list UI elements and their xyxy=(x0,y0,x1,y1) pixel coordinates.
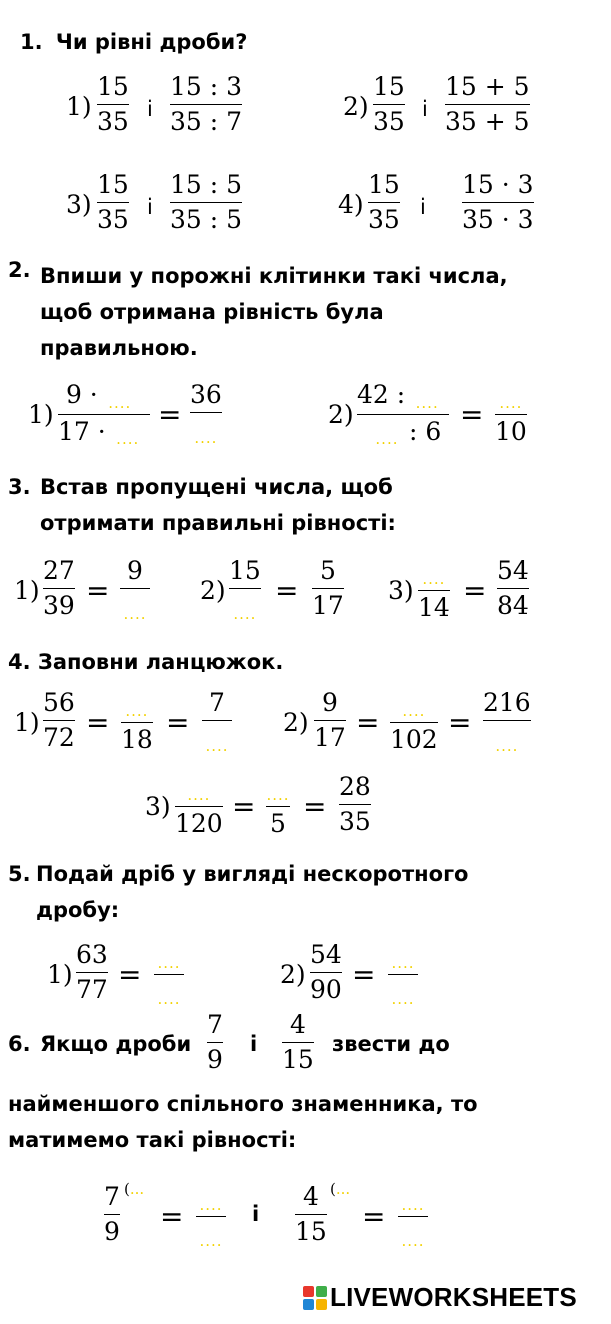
numerator-text: 42 : xyxy=(357,380,406,409)
equals-sign: = xyxy=(356,706,380,739)
equals-sign: = xyxy=(86,574,110,607)
task-2-text xyxy=(40,258,508,366)
fraction-bar xyxy=(312,588,344,589)
fraction xyxy=(295,1182,327,1247)
denominator: 9 xyxy=(104,1217,120,1247)
task-6-text xyxy=(8,1086,478,1158)
task-line: Впиши у порожні клітинки такі числа, xyxy=(40,264,508,288)
numerator: 15 xyxy=(97,170,129,199)
answer-blank[interactable] xyxy=(202,725,232,755)
task-number: 4. xyxy=(8,650,31,674)
fraction xyxy=(483,688,531,755)
numerator xyxy=(266,772,290,804)
fraction xyxy=(104,1182,120,1247)
task-line: Встав пропущені числа, щоб xyxy=(40,475,393,499)
fraction xyxy=(229,556,261,623)
numerator xyxy=(196,1182,226,1214)
answer-blank[interactable] xyxy=(388,978,418,1008)
numerator: 216 xyxy=(483,688,531,717)
and-word: і xyxy=(147,97,153,121)
answer-blank[interactable] xyxy=(405,382,449,412)
multiplier-superscript xyxy=(124,1180,144,1198)
task-3-text xyxy=(40,469,396,541)
denominator xyxy=(492,723,522,755)
numerator: 15 xyxy=(368,170,400,199)
numerator: 15 + 5 xyxy=(445,72,530,101)
fraction xyxy=(357,380,449,448)
denominator: 35 xyxy=(368,205,400,235)
logo-square xyxy=(316,1299,327,1310)
numerator: 4 xyxy=(302,1182,319,1211)
fraction xyxy=(388,940,418,1008)
answer-blank[interactable] xyxy=(122,690,152,720)
answer-blank[interactable] xyxy=(154,942,184,972)
equals-sign: = xyxy=(158,398,182,431)
denominator: 84 xyxy=(497,591,529,621)
task-line: щоб отримана рівність була xyxy=(40,300,384,324)
fraction-bar xyxy=(282,1042,314,1043)
numerator: 63 xyxy=(76,940,108,969)
numerator xyxy=(496,380,526,412)
fraction xyxy=(312,556,344,621)
multiplier-blank[interactable]: ... xyxy=(335,1180,351,1198)
fraction xyxy=(373,72,405,137)
answer-blank[interactable] xyxy=(266,774,290,804)
denominator-text: 17 · xyxy=(58,416,106,446)
fraction-bar xyxy=(314,720,346,721)
fraction xyxy=(120,556,150,623)
answer-blank[interactable] xyxy=(98,382,142,412)
fraction xyxy=(314,688,346,753)
fraction-bar xyxy=(175,806,223,807)
logo-square xyxy=(316,1286,327,1297)
task-line: отримати правильні рівності: xyxy=(40,511,396,535)
task-6-number: 6. xyxy=(8,1032,31,1056)
fraction-bar xyxy=(207,1042,223,1043)
fraction xyxy=(445,72,530,137)
task-line: матимемо такі рівності: xyxy=(8,1128,297,1152)
fraction-bar xyxy=(170,104,242,105)
fraction-bar xyxy=(497,588,529,589)
fraction xyxy=(121,688,153,755)
task-text: Чи рівні дроби? xyxy=(55,30,248,54)
fraction-bar xyxy=(120,588,150,589)
equals-sign: = xyxy=(303,790,327,823)
denominator: 72 xyxy=(43,723,75,753)
fraction-bar xyxy=(154,974,184,975)
label-1: 1) xyxy=(14,576,40,605)
fraction-bar xyxy=(445,104,530,105)
numerator: 27 xyxy=(43,556,75,585)
fraction-bar xyxy=(58,414,150,415)
fraction xyxy=(282,1010,314,1075)
numerator: 4 xyxy=(289,1010,306,1039)
denominator: 35 xyxy=(339,807,371,837)
fraction-bar xyxy=(310,972,342,973)
label-3: 3) xyxy=(388,576,414,605)
fraction-bar xyxy=(390,722,438,723)
multiplier-blank[interactable]: ... xyxy=(129,1180,145,1198)
fraction xyxy=(497,556,529,621)
answer-blank[interactable] xyxy=(492,725,522,755)
answer-blank[interactable] xyxy=(184,774,214,804)
task-3-number: 3. xyxy=(8,475,31,499)
equals-sign: = xyxy=(86,706,110,739)
multiplier-superscript xyxy=(330,1180,350,1198)
denominator: 35 xyxy=(97,107,129,137)
denominator xyxy=(230,591,260,623)
fraction xyxy=(266,772,290,839)
fraction-bar xyxy=(170,202,242,203)
fraction-bar xyxy=(190,412,222,413)
fraction-bar xyxy=(373,104,405,105)
answer-blank[interactable] xyxy=(398,1220,428,1250)
numerator: 7 xyxy=(207,1010,223,1039)
logo-square xyxy=(303,1299,314,1310)
fraction xyxy=(43,688,75,753)
denominator: 35 : 7 xyxy=(170,107,243,137)
task-line: дробу: xyxy=(36,898,120,922)
fraction xyxy=(207,1010,223,1075)
denominator: 102 xyxy=(390,724,438,754)
denominator: 9 xyxy=(207,1045,223,1075)
fraction xyxy=(190,380,222,447)
denominator: 35 xyxy=(373,107,405,137)
answer-blank[interactable] xyxy=(399,690,429,720)
denominator: 18 xyxy=(121,724,153,754)
numerator: 7 xyxy=(209,688,225,717)
denominator xyxy=(388,977,418,1009)
fraction-bar xyxy=(357,414,449,415)
fraction xyxy=(175,772,223,839)
equals-sign: = xyxy=(362,1200,386,1233)
denominator xyxy=(202,723,232,755)
fraction xyxy=(418,556,450,623)
label-1: 1) xyxy=(28,400,54,429)
and-word: і xyxy=(422,97,428,121)
numerator: 36 xyxy=(190,380,222,409)
answer-blank[interactable] xyxy=(388,942,418,972)
fraction-bar xyxy=(196,1216,226,1217)
fraction-bar xyxy=(97,104,129,105)
numerator xyxy=(154,940,184,972)
fraction xyxy=(310,940,342,1005)
numerator xyxy=(399,688,429,720)
answer-blank[interactable] xyxy=(419,558,449,588)
and-word: і xyxy=(147,195,153,219)
fraction xyxy=(97,72,129,137)
numerator: 5 xyxy=(319,556,336,585)
task-6-post: звести до xyxy=(332,1032,450,1056)
numerator: 7 xyxy=(104,1182,120,1211)
numerator xyxy=(398,1182,428,1214)
fraction-bar xyxy=(339,804,371,805)
numerator: 15 · 3 xyxy=(462,170,534,199)
fraction xyxy=(154,940,184,1008)
numerator: 54 xyxy=(497,556,529,585)
answer-blank[interactable] xyxy=(398,1184,428,1214)
label-2: 2) xyxy=(343,92,369,121)
denominator: 35 · 3 xyxy=(462,205,534,235)
and-word: і xyxy=(252,1202,260,1226)
task-2-number: 2. xyxy=(8,258,31,282)
fraction-bar xyxy=(104,1214,120,1215)
numerator: 28 xyxy=(339,772,371,801)
label-2: 2) xyxy=(283,708,309,737)
answer-blank[interactable] xyxy=(196,1184,226,1214)
denominator xyxy=(154,977,184,1009)
answer-blank[interactable] xyxy=(496,382,526,412)
fraction-bar xyxy=(229,588,261,589)
label-1: 1) xyxy=(66,92,92,121)
fraction-bar xyxy=(43,588,75,589)
denominator xyxy=(365,417,441,449)
liveworksheets-logo[interactable] xyxy=(303,1282,577,1313)
equals-sign: = xyxy=(352,958,376,991)
denominator-text: : 6 xyxy=(408,416,442,446)
fraction xyxy=(202,688,232,755)
label-1: 1) xyxy=(14,708,40,737)
denominator xyxy=(398,1219,428,1251)
task-5-text xyxy=(36,856,468,928)
task-5-number: 5. xyxy=(8,862,31,886)
fraction xyxy=(339,772,371,837)
answer-blank[interactable] xyxy=(154,978,184,1008)
numerator: 15 xyxy=(229,556,261,585)
answer-blank[interactable] xyxy=(230,593,260,623)
numerator: 15 : 5 xyxy=(170,170,243,199)
fraction-bar xyxy=(43,720,75,721)
answer-blank[interactable] xyxy=(191,417,221,447)
task-6-pre: Якщо дроби xyxy=(40,1032,192,1056)
numerator: 15 : 3 xyxy=(170,72,243,101)
answer-blank[interactable] xyxy=(196,1220,226,1250)
task-number: 1. xyxy=(20,30,43,54)
task-4-heading xyxy=(8,644,283,680)
numerator: 9 xyxy=(321,688,338,717)
denominator: 15 xyxy=(295,1217,327,1247)
answer-blank[interactable] xyxy=(365,418,409,448)
answer-blank[interactable] xyxy=(106,418,150,448)
equals-sign: = xyxy=(232,790,256,823)
fraction-bar xyxy=(368,202,400,203)
numerator xyxy=(66,380,142,412)
denominator: 39 xyxy=(43,591,75,621)
answer-blank[interactable] xyxy=(120,593,150,623)
denominator: 17 xyxy=(314,723,346,753)
fraction xyxy=(196,1182,226,1250)
denominator: 15 xyxy=(282,1045,314,1075)
denominator xyxy=(58,417,150,449)
fraction xyxy=(97,170,129,235)
fraction xyxy=(43,556,75,621)
denominator: 120 xyxy=(175,808,223,838)
label-4: 4) xyxy=(338,190,364,219)
numerator xyxy=(184,772,214,804)
fraction xyxy=(462,170,534,235)
fraction-bar xyxy=(495,414,527,415)
fraction xyxy=(58,380,150,448)
logo-grid-icon xyxy=(303,1286,327,1310)
denominator: 35 : 5 xyxy=(170,205,243,235)
fraction-bar xyxy=(97,202,129,203)
task-6-and: і xyxy=(250,1032,258,1056)
logo-square xyxy=(303,1286,314,1297)
denominator: 35 xyxy=(97,205,129,235)
label-3: 3) xyxy=(66,190,92,219)
fraction-bar xyxy=(295,1214,327,1215)
denominator: 17 xyxy=(312,591,344,621)
equals-sign: = xyxy=(460,398,484,431)
logo-text: LIVEWORKSHEETS xyxy=(330,1282,577,1312)
fraction xyxy=(398,1182,428,1250)
task-line: правильною. xyxy=(40,336,198,360)
denominator xyxy=(120,591,150,623)
numerator: 15 xyxy=(373,72,405,101)
fraction xyxy=(495,380,527,447)
fraction-bar xyxy=(398,1216,428,1217)
numerator-text: 9 · xyxy=(65,380,98,409)
fraction xyxy=(368,170,400,235)
equals-sign: = xyxy=(160,1200,184,1233)
label-2: 2) xyxy=(328,400,354,429)
fraction xyxy=(170,170,242,235)
fraction xyxy=(390,688,438,755)
numerator xyxy=(388,940,418,972)
numerator: 9 xyxy=(127,556,143,585)
label-2: 2) xyxy=(280,960,306,989)
label-2: 2) xyxy=(200,576,226,605)
numerator: 56 xyxy=(43,688,75,717)
paren-text: ( xyxy=(330,1180,336,1198)
numerator xyxy=(419,556,449,588)
fraction xyxy=(76,940,108,1005)
denominator xyxy=(191,415,221,447)
denominator: 14 xyxy=(418,592,450,622)
task-line: Подай дріб у вигляді нескоротного xyxy=(36,862,469,886)
equals-sign: = xyxy=(448,706,472,739)
task-1-heading xyxy=(20,24,247,60)
paren-text: ( xyxy=(124,1180,130,1198)
fraction-bar xyxy=(462,202,534,203)
fraction-bar xyxy=(418,590,450,591)
and-word: і xyxy=(420,195,426,219)
label-1: 1) xyxy=(47,960,73,989)
fraction-bar xyxy=(76,972,108,973)
fraction xyxy=(170,72,242,137)
numerator xyxy=(357,380,449,412)
denominator: 10 xyxy=(495,416,527,446)
numerator xyxy=(122,688,152,720)
denominator: 35 + 5 xyxy=(445,107,530,137)
task-text: Заповни ланцюжок. xyxy=(37,650,284,674)
task-line: найменшого спільного знаменника, то xyxy=(8,1092,478,1116)
fraction-bar xyxy=(121,722,153,723)
denominator: 5 xyxy=(270,808,286,838)
denominator: 77 xyxy=(76,975,108,1005)
label-3: 3) xyxy=(145,792,171,821)
fraction-bar xyxy=(483,720,531,721)
equals-sign: = xyxy=(118,958,142,991)
equals-sign: = xyxy=(166,706,190,739)
fraction-bar xyxy=(266,806,290,807)
denominator: 90 xyxy=(310,975,342,1005)
fraction-bar xyxy=(388,974,418,975)
denominator xyxy=(196,1219,226,1251)
equals-sign: = xyxy=(275,574,299,607)
fraction-bar xyxy=(202,720,232,721)
numerator: 54 xyxy=(310,940,342,969)
numerator: 15 xyxy=(97,72,129,101)
equals-sign: = xyxy=(463,574,487,607)
